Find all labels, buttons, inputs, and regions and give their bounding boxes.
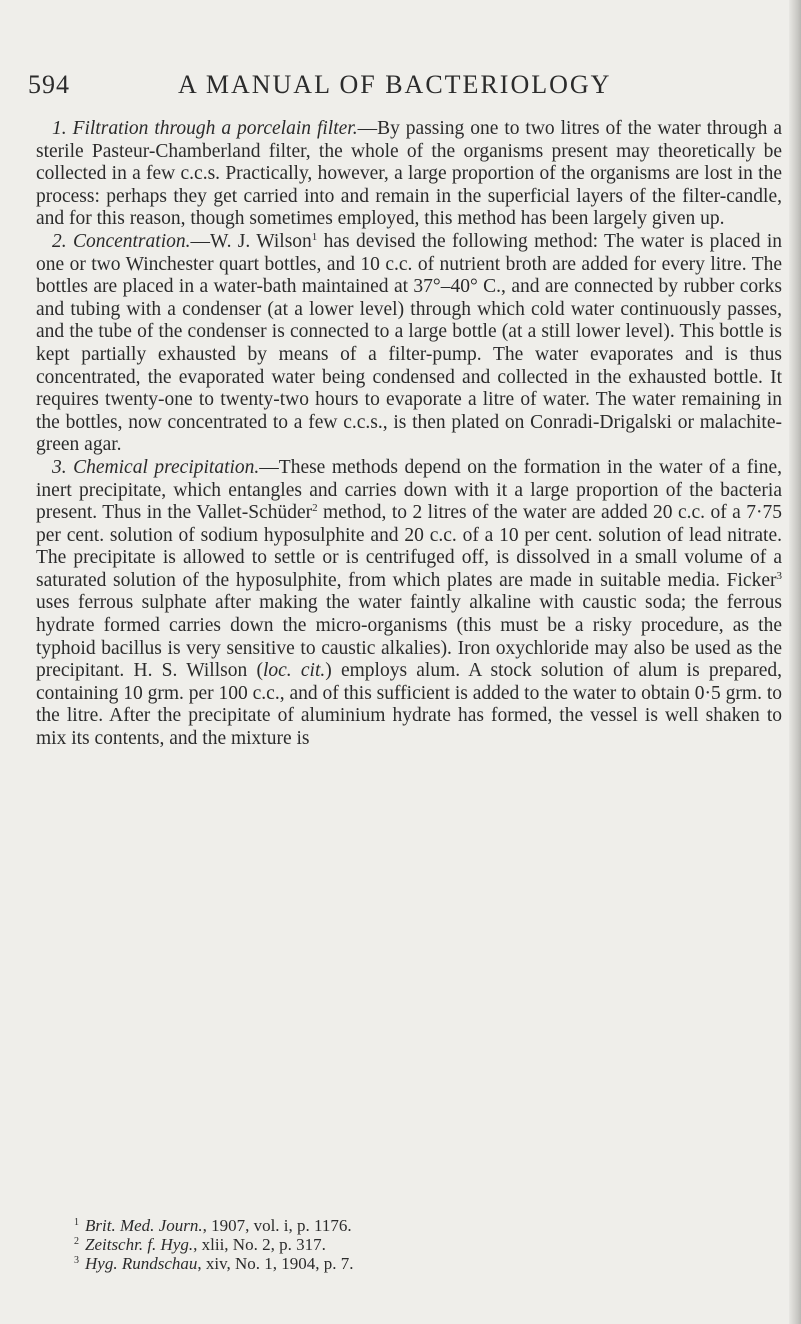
footnote-marker: 2 [74,1236,79,1247]
section-concentration [36,231,782,457]
footnote-ref: 3 [776,569,782,582]
section-filtration [36,118,782,231]
paragraph-text: —By passing one to two litres of the water through a sterile Pasteur-Chamberland filter, the whole of the organisms present may theoretically be collected in a few c.c.s. Practically, however, a large proportion of the organisms are lost in the process: perhaps they get carried into and remain in the superficial layers of the filter-candle, and for this reason, though sometimes employed, this method has been largely given up. [36,118,782,230]
page-number: 594 [28,70,70,99]
paragraph-text: —W. J. Wilson [190,230,312,252]
footnote-marker: 1 [74,1217,79,1228]
running-title: A MANUAL OF BACTERIOLOGY [178,70,612,99]
footnotes [74,1216,774,1273]
footnote [74,1235,774,1254]
footnote-source: Zeitschr. f. Hyg. [85,1235,194,1254]
footnote-source: Brit. Med. Journ. [85,1216,203,1235]
section-heading: 2. Concentration. [52,230,191,252]
footnote-detail: , 1907, vol. i, p. 1176. [202,1216,352,1235]
footnote-ref: 2 [312,502,318,515]
page-header [28,70,768,104]
footnote-marker: 3 [74,1255,79,1266]
footnote-detail: , xiv, No. 1, 1904, p. 7. [197,1254,354,1273]
paragraph-text: —These methods depend on the formation in the water of a fine, inert precipitate, which entangles and carries down with it a large proportion of the bacteria present. Thus in the Vallet-Schüder [36,456,782,524]
paragraph-text: ) employs alum. A stock solution of alum is prepared, containing 10 grm. per 100 c.c., and of this sufficient is added to the water to obtain 0·5 grm. to the litre. After the precipitate of aluminium hydrate has formed, the vessel is well shaken to mix its contents, and the mixture is [36,660,782,750]
paragraph-text: has devised the following method: The water is placed in one or two Winchester quart bottles, and 10 c.c. of nutrient broth are added for every litre. The bottles are placed in a water-bath maintained at 37°–40° C., and are connected by rubber corks and tubing with a condenser (at a lower level) through which cold water continuously passes, and the tube of the condenser is connected to a large bottle (at a still lower level). This bottle is kept partially exhausted by means of a filter-pump. The water evaporates and is thus concentrated, the evaporated water being condensed and collected in the exhausted bottle. It requires twenty-one to twenty-two hours to evaporate a litre of water. The water remaining in the bottles, now concentrated to a few c.c.s., is then plated on Conradi-Drigalski or malachite-green agar. [36,230,782,456]
section-heading: 3. Chemical precipitation. [52,456,260,478]
section-heading: 1. Filtration through a porcelain filter. [52,118,358,139]
footnote [74,1254,774,1273]
footnote [74,1216,774,1235]
page-edge-shadow [789,0,801,1324]
footnote-detail: , xlii, No. 2, p. 317. [193,1235,326,1254]
citation-loc-cit: loc. cit. [262,660,326,682]
paragraph-text: method, to 2 litres of the water are added 20 c.c. of a 7·75 per cent. solution of sodium hyposulphite and 20 c.c. of a 10 per cent. solution of lead nitrate. The precipitate is allowed to settle or is centrifuged off, is dissolved in a small volume of a saturated solution of the hyposulphite, from which plates are made in suitable media. Ficker [36,502,782,591]
body-text [36,118,782,751]
paragraph-text: uses ferrous sulphate after making the water faintly alkaline with caustic soda; the ferrous hydrate formed carries down the micro-organisms (this must be a risky procedure, as the typhoid bacillus is very sensitive to caustic alkalies). Iron oxychloride may also be used as the precipitant. H. S. Willson ( [36,592,782,682]
footnote-ref: 1 [311,230,318,243]
section-chemical-precipitation [36,457,782,751]
footnote-source: Hyg. Rundschau [85,1254,198,1273]
